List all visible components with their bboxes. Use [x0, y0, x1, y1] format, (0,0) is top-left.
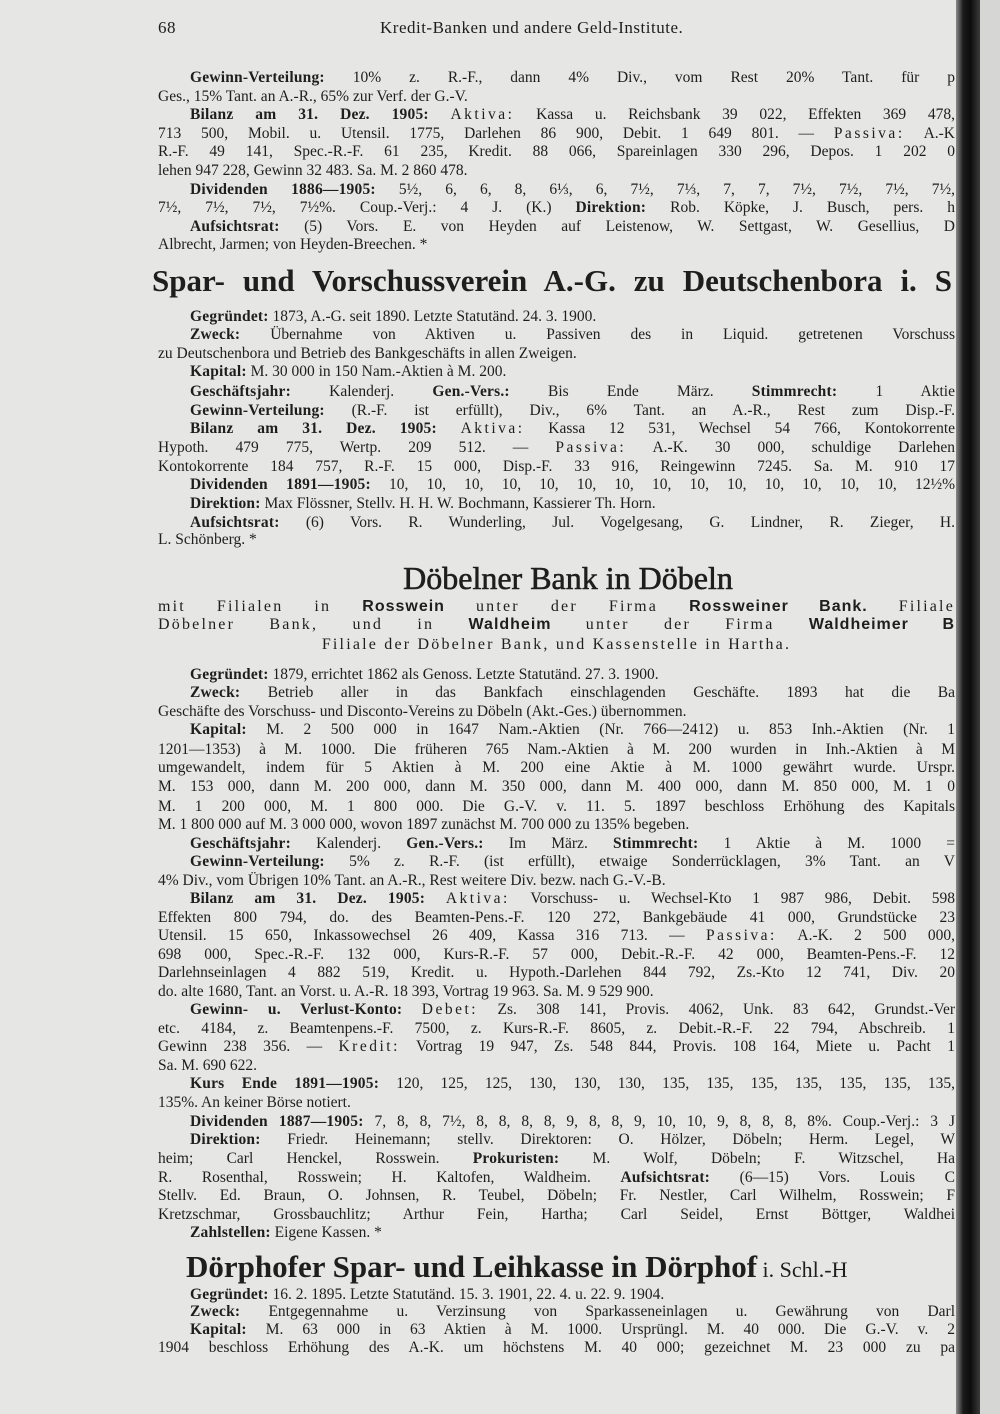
text-run: do. alte 1680, Tant. an Vorst. u. A.-R. 18 393, Vortrag 19 963. Sa. M. 9 529 900.	[158, 983, 654, 1000]
field-label: Stimmrecht:	[612, 835, 699, 852]
entry-title-doebelner-bank: Döbelner Bank in Döbeln	[403, 560, 733, 596]
text-line	[158, 964, 955, 982]
text-run: Kalenderj.	[290, 383, 433, 400]
text-run: 16. 2. 1895. Letzte Statutänd. 15. 3. 1901, 22. 4. u. 22. 9. 1904.	[268, 1286, 665, 1303]
text-line	[158, 1150, 955, 1168]
text-line	[158, 946, 955, 964]
text-run: 713 500, Mobil. u. Utensil. 1775, Darlehen 86 900, Debit. 1 649 801. —	[158, 125, 834, 142]
section-label: Kredit:	[338, 1038, 400, 1055]
field-label: Gegründet:	[190, 1286, 269, 1303]
text-run: Im März.	[483, 835, 613, 852]
text-line	[158, 1321, 955, 1339]
section-label: Aktiva:	[450, 106, 515, 123]
text-run: Darlehnseinlagen 4 882 519, Kredit. u. Hypoth.-Darlehen 844 792, Zs.-Kto 12 741, Div. 20	[158, 964, 955, 981]
text-line	[158, 383, 955, 401]
field-label: Gewinn-Verteilung:	[190, 402, 325, 419]
field-label: Kurs Ende 1891—1905:	[190, 1075, 380, 1092]
text-run: Gewinn 238 356. —	[158, 1038, 339, 1055]
text-run: M. 2 500 000 in 1647 Nam.-Aktien (Nr. 766—2412) u. 853 Inh.-Aktien (Nr. 1	[246, 721, 955, 738]
text-run	[429, 106, 451, 123]
text-line	[158, 684, 955, 702]
text-run: Kretzschmar, Grossbauchlitz; Arthur Fein, Hartha; Carl Seidel, Ernst Böttger, Waldhei	[158, 1206, 955, 1223]
text-line	[158, 402, 955, 420]
text-line	[158, 88, 955, 106]
text-line	[158, 872, 955, 890]
running-title: Kredit-Banken und andere Geld-Institute.	[380, 18, 684, 37]
section-label: Aktiva:	[460, 420, 525, 437]
field-label: Gen.-Vers.:	[432, 383, 510, 400]
entry-subtitle-line	[158, 636, 955, 654]
text-line	[158, 1224, 955, 1242]
text-line	[158, 703, 955, 721]
text-run: Geschäfte des Vorschuss- und Disconto-Vereins zu Döbeln (Akt.-Ges.) übernommen.	[158, 703, 687, 720]
text-line	[158, 308, 955, 326]
text-run: Zs. 308 141, Provis. 4062, Unk. 83 642, Grundst.-Ver	[478, 1001, 956, 1018]
text-run: 5% z. R.-F. (ist erfüllt), etwaige Sonderrücklagen, 3% Tant. an V	[324, 853, 955, 870]
entry-subtitle-line	[158, 598, 955, 616]
text-run: 7½, 7½, 7½, 7½%. Coup.-Verj.: 4 J. (K.)	[158, 199, 576, 216]
text-line	[158, 1094, 955, 1112]
text-line	[158, 1038, 955, 1056]
text-run: Sa. M. 690 622.	[158, 1057, 258, 1074]
text-run: (6—15) Vors. Louis C	[710, 1169, 955, 1186]
text-run: Hypoth. 479 775, Wertp. 209 512. —	[158, 439, 556, 456]
text-run: (R.-F. ist erfüllt), Div., 6% Tant. an A.-R., Rest zum Disp.-F.	[324, 402, 955, 419]
text-run: Filiale der Döbelner Bank, und Kassenstelle in Hartha.	[321, 636, 792, 653]
entry-title-doerphofer	[186, 1249, 958, 1285]
text-run: etc. 4184, z. Beamtenpens.-F. 7500, z. Kurs-R.-F. 8605, z. Debit.-R.-F. 22 794, Abschreib. 1	[158, 1020, 955, 1037]
text-run: 10% z. R.-F., dann 4% Div., vom Rest 20% Tant. für p	[324, 69, 955, 86]
text-run: Übernahme von Aktiven u. Passiven des in Liquid. getretenen Vorschuss	[240, 326, 955, 343]
field-label: Direktion:	[190, 1131, 261, 1148]
text-line	[158, 721, 955, 739]
field-label: Zweck:	[190, 326, 241, 343]
text-line	[158, 345, 955, 363]
field-label: Gegründet:	[190, 666, 269, 683]
section-label: Passiva:	[555, 439, 627, 456]
text-run: Döbelner Bank, und in	[158, 616, 469, 633]
text-line	[158, 798, 955, 816]
text-run: 698 000, Spec.-R.-F. 132 000, Kurs-R.-F. 57 000, Debit.-R.-F. 42 000, Beamten-Pens.-F. 12	[158, 946, 955, 963]
field-label: Gewinn- u. Verlust-Konto:	[190, 1001, 403, 1018]
text-run: 120, 125, 125, 130, 130, 130, 135, 135, 135, 135, 135, 135, 135,	[379, 1075, 956, 1092]
text-line	[158, 909, 955, 927]
text-line	[158, 1020, 955, 1038]
entry-title-deutschenbora: Spar- und Vorschussverein A.-G. zu Deutschenbora i. S	[152, 263, 952, 298]
text-run: M. Wolf, Döbeln; F. Witzschel, Ha	[559, 1150, 955, 1167]
text-line	[158, 1286, 955, 1304]
text-run: Vorschuss- u. Wechsel-Kto 1 987 986, Debit. 598	[509, 890, 955, 907]
text-run: R.-F. 49 141, Spec.-R.-F. 61 235, Kredit. 88 066, Spareinlagen 330 296, Depos. 1 202 0	[158, 143, 955, 160]
text-run: 10, 10, 10, 10, 10, 10, 10, 10, 10, 10, 10, 10, 10, 10, 12½%	[370, 476, 955, 493]
text-run: (6) Vors. R. Wunderling, Jul. Vogelgesang, G. Lindner, R. Zieger, H.	[279, 514, 955, 531]
text-run: unter der Firma	[444, 598, 690, 615]
field-label: Direktion:	[575, 199, 647, 216]
text-line	[158, 778, 955, 796]
field-label: Dividenden 1891—1905:	[190, 476, 371, 493]
text-line	[158, 1001, 955, 1019]
section-label: Passiva:	[706, 927, 777, 944]
text-run: M. 63 000 in 63 Aktien à M. 1000. Ursprüngl. M. 40 000. Die G.-V. v. 2	[246, 1321, 955, 1338]
field-label: Zahlstellen:	[190, 1224, 271, 1241]
text-run: zu Deutschenbora und Betrieb des Bankgeschäfts in allen Zweigen.	[158, 345, 577, 362]
field-label: Kapital:	[190, 363, 247, 380]
text-run	[425, 890, 446, 907]
page-number: 68	[158, 18, 176, 37]
text-run: Stellv. Ed. Braun, O. Johnsen, R. Teubel, Döbeln; Fr. Nestler, Carl Wilhelm, Rosswein; F	[158, 1187, 955, 1204]
text-line	[158, 162, 955, 180]
text-run: mit Filialen in	[158, 598, 363, 615]
text-line	[158, 1131, 955, 1149]
text-line	[158, 1057, 955, 1075]
text-run: 135%. An keiner Börse notiert.	[158, 1094, 351, 1111]
text-line	[158, 531, 955, 549]
text-run: 1879, errichtet 1862 als Genoss. Letzte Statutänd. 27. 3. 1900.	[268, 666, 659, 683]
text-line	[158, 125, 955, 143]
firm-name: Waldheim	[468, 616, 552, 633]
entry-title-main: Dörphofer Spar- und Leihkasse in Dörphof	[186, 1249, 758, 1284]
text-run: Kassa u. Reichsbank 39 022, Effekten 369 478,	[514, 106, 955, 123]
text-run: Ges., 15% Tant. an A.-R., 65% zur Verf. der G.-V.	[158, 88, 468, 105]
field-label: Gen.-Vers.:	[406, 835, 484, 852]
field-label: Gegründet:	[190, 308, 269, 325]
text-run: 4% Div., vom Übrigen 10% Tant. an A.-R., Rest weitere Div. bezw. nach G.-V.-B.	[158, 872, 666, 889]
text-run: Kontokorrente 184 757, R.-F. 15 000, Disp.-F. 33 916, Reingewinn 7245. Sa. M. 910 17	[158, 458, 955, 475]
text-line	[158, 890, 955, 908]
field-label: Stimmrecht:	[751, 383, 838, 400]
field-label: Kapital:	[190, 721, 247, 738]
field-label: Bilanz am 31. Dez. 1905:	[190, 890, 426, 907]
text-run: Betrieb aller in das Bankfach einschlagenden Geschäfte. 1893 hat die Ba	[240, 684, 955, 701]
text-run: unter der Firma	[551, 616, 809, 633]
text-line	[158, 1113, 955, 1131]
text-run: 1873, A.-G. seit 1890. Letzte Statutänd. 24. 3. 1900.	[268, 308, 597, 325]
text-run: M. 30 000 in 150 Nam.-Aktien à M. 200.	[246, 363, 507, 380]
text-run: Bis Ende März.	[509, 383, 752, 400]
text-run: Vortrag 19 947, Zs. 548 844, Provis. 108 164, Miete u. Pacht 1	[399, 1038, 955, 1055]
text-run: Entgegennahme u. Verzinsung von Sparkasseneinlagen u. Gewährung von Darl	[240, 1303, 955, 1320]
field-label: Gewinn-Verteilung:	[190, 69, 325, 86]
text-line	[158, 181, 955, 199]
text-run: A.-K. 30 000, schuldige Darlehen	[626, 439, 955, 456]
text-run: Friedr. Heinemann; stellv. Direktoren: O. Hölzer, Döbeln; Herm. Legel, W	[260, 1131, 955, 1148]
text-line	[158, 1206, 955, 1224]
field-label: Aufsichtsrat:	[620, 1169, 711, 1186]
text-run: A.-K. 2 500 000,	[776, 927, 955, 944]
text-run: 7, 8, 8, 7½, 8, 8, 8, 8, 9, 8, 8, 9, 10, 10, 9, 8, 8, 8, 8%. Coup.-Verj.: 3 J	[363, 1113, 955, 1130]
text-line	[158, 1169, 955, 1187]
text-line	[158, 1303, 955, 1321]
text-line	[158, 476, 955, 494]
text-run: M. 1 800 000 auf M. 3 000 000, wovon 1897 zunächst M. 700 000 zu 135% begeben.	[158, 816, 690, 833]
text-line	[158, 439, 955, 457]
text-line	[158, 1075, 955, 1093]
field-label: Geschäftsjahr:	[190, 383, 291, 400]
section-label: Debet:	[421, 1001, 479, 1018]
text-line	[158, 1339, 955, 1357]
text-line	[158, 458, 955, 476]
text-line	[158, 759, 955, 777]
text-line	[158, 236, 955, 254]
text-run: umgewandelt, indem für 5 Aktien à M. 200 eine Aktie à M. 1000 gewährt wurde. Urspr.	[158, 759, 955, 776]
field-label: Direktion:	[190, 495, 261, 512]
field-label: Aufsichtsrat:	[190, 218, 280, 235]
text-run	[402, 1001, 421, 1018]
text-run: lehen 947 228, Gewinn 32 483. Sa. M. 2 860 478.	[158, 162, 468, 179]
text-run: 1 Aktie	[837, 383, 955, 400]
text-run: 1 Aktie à M. 1000 =	[698, 835, 956, 852]
text-line	[158, 420, 955, 438]
text-run: Eigene Kassen. *	[270, 1224, 382, 1241]
text-line	[158, 816, 955, 834]
section-label: Passiva:	[833, 125, 905, 142]
text-line	[158, 853, 955, 871]
text-line	[158, 363, 955, 381]
text-run: Utensil. 15 650, Inkassowechsel 26 409, Kassa 316 713. —	[158, 927, 707, 944]
text-line	[158, 495, 955, 513]
text-line	[158, 218, 955, 236]
text-line	[158, 741, 955, 759]
field-label: Kapital:	[190, 1321, 247, 1338]
text-run: R. Rosenthal, Rosswein; H. Kaltofen, Waldheim.	[158, 1169, 621, 1186]
section-label: Aktiva:	[445, 890, 510, 907]
field-label: Gewinn-Verteilung:	[190, 853, 325, 870]
entry-title-suffix: i. Schl.-H	[757, 1257, 848, 1282]
text-line	[158, 143, 955, 161]
text-run	[437, 420, 461, 437]
field-label: Zweck:	[190, 684, 241, 701]
firm-name: Rossweiner Bank.	[689, 598, 868, 615]
field-label: Bilanz am 31. Dez. 1905:	[190, 106, 429, 123]
text-run: 1201—1353) à M. 1000. Die früheren 765 Nam.-Aktien à M. 200 wurden in Inh.-Aktien à M	[158, 741, 955, 758]
adjacent-page-edge	[980, 0, 1000, 1414]
field-label: Dividenden 1886—1905:	[190, 181, 376, 198]
field-label: Aufsichtsrat:	[190, 514, 280, 531]
text-run: Kalenderj.	[290, 835, 407, 852]
text-line	[158, 326, 955, 344]
field-label: Dividenden 1887—1905:	[190, 1113, 364, 1130]
text-run: Albrecht, Jarmen; von Heyden-Breechen. *	[158, 236, 428, 253]
text-run: Kassa 12 531, Wechsel 54 766, Kontokorrente	[524, 420, 956, 437]
text-line	[158, 927, 955, 945]
text-run: Filiale	[867, 598, 956, 615]
text-line	[158, 69, 955, 87]
book-binding-shadow	[956, 0, 980, 1414]
text-run: M. 153 000, dann M. 200 000, dann M. 350 000, dann M. 400 000, dann M. 850 000, M. 1 0	[158, 778, 955, 795]
text-run: Effekten 800 794, do. des Beamten-Pens.-F. 120 272, Bankgebäude 41 000, Grundstücke 23	[158, 909, 955, 926]
text-run: Rob. Köpke, J. Busch, pers. h	[646, 199, 955, 216]
text-line	[158, 983, 955, 1001]
field-label: Prokuristen:	[472, 1150, 560, 1167]
text-run: A.-K	[904, 125, 955, 142]
text-line	[158, 514, 955, 532]
firm-name: Rosswein	[362, 598, 445, 615]
text-line	[158, 199, 955, 217]
text-run: M. 1 200 000, M. 1 800 000. Die G.-V. v. 11. 5. 1897 beschloss Erhöhung des Kapitals	[158, 798, 955, 815]
field-label: Bilanz am 31. Dez. 1905:	[190, 420, 437, 437]
text-run: 5½, 6, 6, 8, 6⅓, 6, 7½, 7⅓, 7, 7, 7½, 7½, 7½, 7½,	[375, 181, 955, 198]
text-line	[158, 666, 955, 684]
text-run: 1904 beschloss Erhöhung des A.-K. um höchstens M. 40 000; gezeichnet M. 23 000 zu pa	[158, 1339, 955, 1356]
text-run: L. Schönberg. *	[158, 531, 257, 548]
text-run: heim; Carl Henckel, Rosswein.	[158, 1150, 473, 1167]
text-run: (5) Vors. E. von Heyden auf Leistenow, W. Settgast, W. Gesellius, D	[279, 218, 955, 235]
text-run: Max Flössner, Stellv. H. H. W. Bochmann, Kassierer Th. Horn.	[260, 495, 656, 512]
entry-subtitle-line	[158, 616, 955, 634]
text-line	[158, 835, 955, 853]
text-line	[158, 106, 955, 124]
text-line	[158, 1187, 955, 1205]
firm-name: Waldheimer B	[808, 616, 955, 633]
field-label: Geschäftsjahr:	[190, 835, 291, 852]
field-label: Zweck:	[190, 1303, 241, 1320]
